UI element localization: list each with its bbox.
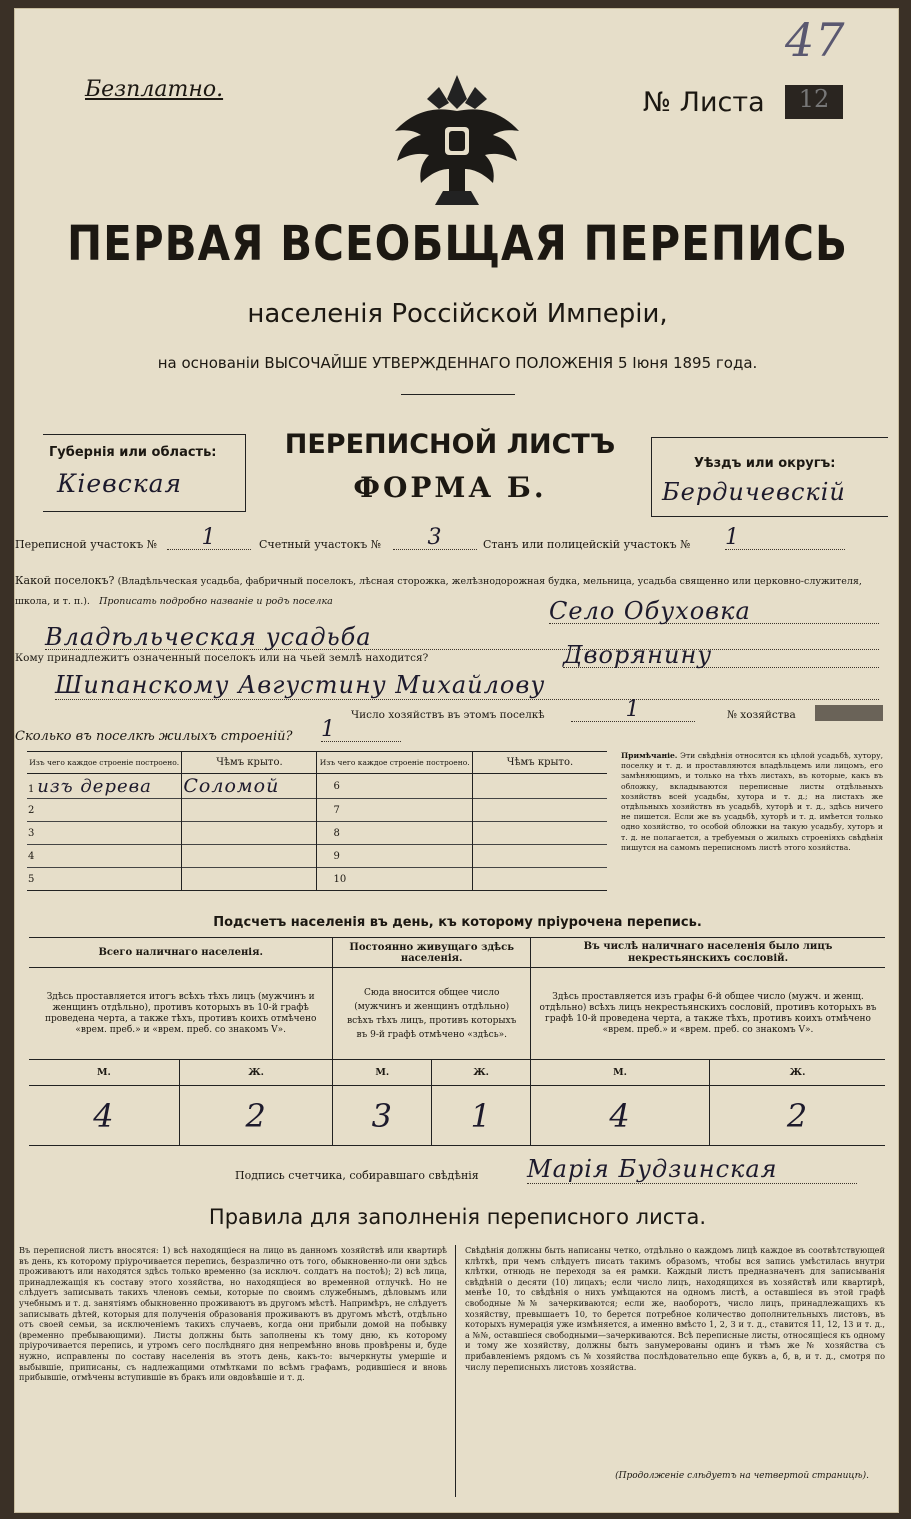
owner-value-2: Шипанскому Августину Михайлову (55, 671, 879, 700)
row-number: 6 (317, 774, 472, 799)
col2-text: Сюда вносится общее число (мужчинъ и женщинъ отдѣльно) всѣхъ тѣхъ лицъ, противъ которыхъ въ 9-й графѣ отмѣчено «здѣсь». (333, 968, 531, 1060)
note-block (621, 751, 883, 853)
col3-title: Въ числѣ наличнаго населенія было лицъ некрестьянскихъ сословій. (583, 940, 833, 964)
legal-basis: на основаніи ВЫСОЧАЙШЕ УТВЕРЖДЕННАГО ПОЛОЖЕНІЯ 5 Іюня 1895 года. (157, 354, 758, 372)
free-label: Безплатно. (85, 77, 224, 102)
buildings-label: Сколько въ поселкѣ жилыхъ строеній? (15, 729, 293, 744)
corner-note: 47 (785, 13, 846, 67)
row-material: изъ дерева (37, 775, 152, 797)
rules-title: Правила для заполненія переписного листа. (208, 1205, 707, 1229)
row-number: 4 (27, 845, 182, 868)
col-material-right: Изъ чего каждое строеніе построено. (317, 752, 472, 774)
male-header: М. (333, 1060, 432, 1086)
female-header: Ж. (179, 1060, 333, 1086)
signature-value: Марія Будзинская (527, 1155, 857, 1184)
population-table (29, 937, 885, 1146)
non-peasant-female-value: 2 (786, 1096, 809, 1135)
row-number: 2 (27, 799, 182, 822)
rules-left-column: Въ переписной листъ вносятся: 1) всѣ находящіеся на лицо въ данномъ хозяйствѣ или квартирѣ въ день, къ которому пріурочивается перепись, безразлично отъ того, обыкновенно-ли они здѣсь проживаютъ или находятся здѣсь только временно (за исключ. солдатъ на постоѣ); 2) всѣ лица, принадлежащія къ составу этого хозяйства, но находящіеся во временной отлучкѣ. Но не слѣдуетъ записывать такихъ членовъ семьи, которые по своимъ служебнымъ, дѣловымъ или учебнымъ и т. д. занятіямъ обыкновенно проживаютъ въ другомъ мѣстѣ. Напримѣръ, не слѣдуетъ записывать дѣтей, которыя для полученія образованія проживаютъ въ другомъ мѣстѣ, отдѣльно отъ своей семьи, за исключеніемъ такихъ случаевъ, когда они прибыли домой на побывку (временно пребывающими). Листы должны быть заполнены къ тому дню, къ которому пріурочивается перепись, и утромъ сего послѣдняго дня непремѣнно вновь провѣрены и, буде нужно, исправлены по составу населенія въ этотъ день, какъ-то: вычеркнуты умершіе и выбывшіе, приписаны, съ надлежащими отмѣтками по всѣмъ графамъ, родившіеся и вновь прибывшіе, отмѣчены вступившіе въ бракъ или овдовѣвшіе и т. д. (19, 1245, 447, 1383)
settlement-instruction: Прописать подробно названіе и родъ поселка (99, 596, 333, 607)
row-roof: Соломой (183, 775, 280, 797)
buildings-table (27, 751, 607, 891)
col-roof-right: Чѣмъ крыто. (506, 757, 574, 768)
rules-right-column: Свѣдѣнія должны быть написаны четко, отдѣльно о каждомъ лицѣ каждое въ соотвѣтствующей клѣткѣ, при чемъ слѣдуетъ писать такимъ образомъ, чтобы вся запись умѣстилась внутри клѣтки, отнюдь не переходя за ея рамки. Каждый листъ предназначенъ для записыванія свѣдѣній о десяти (10) лицахъ; если число лицъ, находящихся въ хозяйствѣ или квартирѣ, менѣе 10, то свѣдѣнія о нихъ умѣщаются на одномъ листѣ, а оставшіеся въ этой графѣ свободные №№ зачеркиваются; если же, наоборотъ, число лицъ, принадлежащихъ къ хозяйству, превышаетъ 10, то берется потребное количество дополнительныхъ листовъ, въ которыхъ нумерація уже измѣняется, а именно вмѣсто 1, 2, 3 и т. д., ставится 11, 12, 13 и т. д., а №№, оставшіеся свободными—зачеркиваются. Всѣ переписные листы, относящіеся къ одному и тому же хозяйству, должны быть занумерованы одинъ и тѣмъ же № хозяйства съ прибавленіемъ рядомъ съ № хозяйства послѣдовательно еще буквъ а, б, в, и т. д., смотря по числу переписныхъ листовъ хозяйства. (465, 1245, 885, 1372)
settlement-hint: (Владѣльческая усадьба, фабричный поселокъ, лѣсная сторожка, желѣзнодорожная будка, мельница, усадьба священно или церковно-служителя, школа, и т. п.). (15, 576, 862, 607)
table-row (27, 868, 607, 891)
row-number: 1 (28, 783, 35, 795)
row-number: 5 (27, 868, 182, 891)
household-number-redacted (815, 705, 883, 721)
settlement-value-1: Село Обуховка (549, 597, 879, 624)
row-number: 8 (317, 822, 472, 845)
col3-text: Здѣсь проставляется изъ графы 6-й общее число (мужч. и женщ. отдѣльно) всѣхъ лицъ некрестьянскихъ сословій, противъ которыхъ въ графѣ 10-й проведена черта, а также тѣхъ, противъ коихъ отмѣчено «врем. преб.» и «врем. преб. со знакомъ V». (539, 991, 877, 1035)
male-header: М. (531, 1060, 710, 1086)
stan-value: 1 (725, 525, 845, 550)
note-text: Эти свѣдѣнія относятся къ цѣлой усадьбѣ, хутору, поселку и т. д. и проставляются владѣльцемъ или лицомъ, его замѣняющимъ, и только на тѣхъ листахъ, въ которые, какъ въ обложку, вкладываются переписные листы отдѣльныхъ хозяйствъ всей усадьбы, хутора и т. д.; на листахъ же отдѣльныхъ хозяйствъ въ усадьбѣ, хуторѣ и т. д., здѣсь ничего не пишется. Если же въ усадьбѣ, хуторѣ и т. д. имѣется только одно хозяйство, то особой обложки на такую усадьбу, хуторъ и т. д. не полагается, а требуемыя о жилыхъ строеніяхъ свѣдѣнія пишутся на самомъ переписномъ листѣ этого хозяйства. (621, 751, 883, 852)
households-label: Число хозяйствъ въ этомъ поселкѣ (351, 709, 545, 721)
census-form-page (14, 8, 899, 1513)
count-area-value: 3 (393, 525, 477, 550)
settlement-label: Какой поселокъ? (15, 574, 115, 587)
census-area-label: Переписной участокъ № (15, 538, 158, 551)
owner-value-1: Дворянину (563, 641, 879, 668)
col1-text: Здѣсь проставляется итогъ всѣхъ тѣхъ лицъ (мужчинъ и женщинъ отдѣльно), противъ которыхъ въ 10-й графѣ проведена черта, а также тѣхъ, противъ коихъ отмѣчено «врем. преб.» и «врем. преб. со знакомъ V». (29, 968, 333, 1060)
gubernia-value: Кіевская (57, 469, 183, 498)
census-area-value: 1 (167, 525, 251, 550)
row-number: 7 (317, 799, 472, 822)
sheet-title: ПЕРЕПИСНОЙ ЛИСТЪ (284, 429, 616, 460)
buildings-value: 1 (321, 717, 401, 742)
households-value: 1 (571, 697, 695, 722)
coat-of-arms-emblem (387, 69, 527, 209)
col-roof-left: Чѣмъ крыто. (182, 752, 317, 774)
total-male-value: 4 (29, 1086, 179, 1146)
resident-female-value: 1 (432, 1086, 531, 1146)
col2-title: Постоянно живущаго здѣсь населенія. (333, 938, 531, 968)
household-number-label: № хозяйства (727, 709, 796, 721)
table-row (27, 774, 607, 799)
uezd-box (651, 437, 888, 517)
sheet-number-label: № Листа (643, 87, 765, 118)
row-number: 3 (27, 822, 182, 845)
table-row (27, 822, 607, 845)
uezd-label: Уѣздъ или округъ: (694, 456, 836, 471)
sheet-number-value: 12 (785, 85, 843, 119)
gubernia-label: Губернія или область: (49, 445, 217, 460)
count-area-label: Счетный участокъ № (259, 538, 382, 551)
table-row (27, 799, 607, 822)
table-row (27, 845, 607, 868)
note-label: Примѣчаніе. (621, 751, 678, 760)
resident-male-value: 3 (333, 1086, 432, 1146)
col-material-left: Изъ чего каждое строеніе построено. (27, 752, 182, 774)
female-header: Ж. (432, 1060, 531, 1086)
page-title: ПЕРВАЯ ВСЕОБЩАЯ ПЕРЕПИСЬ (67, 215, 848, 272)
owner-label: Кому принадлежитъ означенный поселокъ или на чьей землѣ находится? (15, 652, 429, 664)
female-header: Ж. (789, 1067, 806, 1078)
rules-continued-note: (Продолженіе слѣдуетъ на четвертой страницѣ). (615, 1471, 869, 1481)
gubernia-box (43, 434, 246, 512)
male-header: М. (29, 1060, 179, 1086)
row-number: 9 (317, 845, 472, 868)
stan-label: Станъ или полицейскій участокъ № (483, 538, 691, 551)
form-title: ФОРМА Б. (353, 471, 547, 504)
uezd-value: Бердичевскій (662, 478, 846, 506)
non-peasant-male-value: 4 (531, 1086, 710, 1146)
rules-column-divider (455, 1245, 456, 1497)
row-number: 10 (317, 868, 472, 891)
col1-title: Всего наличнаго населенія. (29, 938, 333, 968)
total-female-value: 2 (179, 1086, 333, 1146)
title-divider (401, 394, 515, 395)
page-subtitle: населенія Россійской Имперіи, (247, 299, 668, 329)
settlement-value-2: Владѣльческая усадьба (45, 623, 879, 650)
population-heading: Подсчетъ населенія въ день, къ которому пріурочена перепись. (213, 915, 702, 930)
signature-label: Подпись счетчика, собиравшаго свѣдѣнія (235, 1169, 479, 1182)
